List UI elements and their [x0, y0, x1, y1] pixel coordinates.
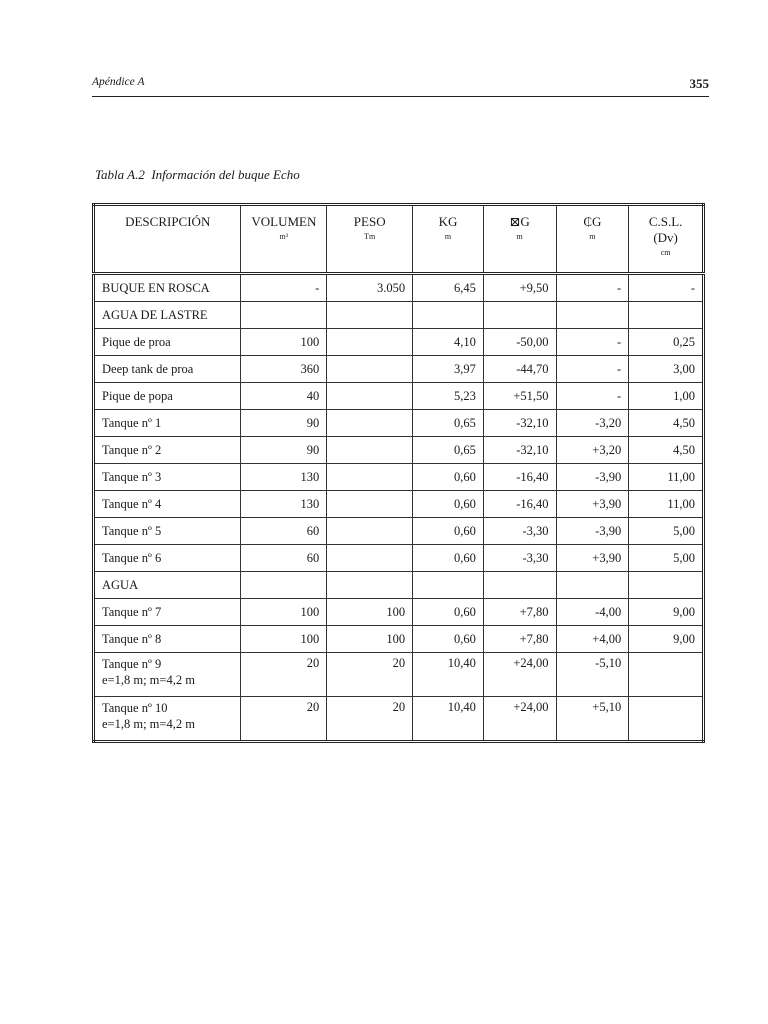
cell-xg [483, 302, 556, 329]
col-header-label: ₵G [583, 214, 602, 229]
cell-yg: +5,10 [556, 697, 629, 742]
cell-xg: -50,00 [483, 329, 556, 356]
cell-yg [556, 302, 629, 329]
cell-peso: 3.050 [327, 274, 413, 302]
cell-yg: +4,00 [556, 626, 629, 653]
cell-descripcion [94, 464, 241, 491]
cell-text: Deep tank de proa [102, 361, 194, 376]
cell-yg: -3,90 [556, 464, 629, 491]
cell-text: Tanque nº 9 [102, 657, 162, 671]
cell-yg: +3,90 [556, 545, 629, 572]
table-row [94, 274, 704, 302]
cell-text: AGUA DE LASTRE [102, 307, 208, 322]
cell-xg: +24,00 [483, 653, 556, 697]
table-row [94, 437, 704, 464]
table-row [94, 572, 704, 599]
cell-kg [413, 572, 484, 599]
cell-descripcion [94, 697, 241, 742]
col-header-descripcion [94, 205, 241, 274]
cell-volumen: 100 [241, 599, 327, 626]
table-row [94, 302, 704, 329]
cell-csl [629, 653, 704, 697]
cell-descripcion [94, 383, 241, 410]
cell-yg: -3,20 [556, 410, 629, 437]
cell-text: e=1,8 m; m=4,2 m [102, 717, 195, 731]
cell-csl: 3,00 [629, 356, 704, 383]
cell-csl: 5,00 [629, 545, 704, 572]
cell-peso [327, 437, 413, 464]
cell-text: Tanque nº 1 [102, 415, 162, 430]
cell-kg: 3,97 [413, 356, 484, 383]
cell-peso [327, 491, 413, 518]
cell-yg: +3,20 [556, 437, 629, 464]
cell-descripcion [94, 410, 241, 437]
running-head: Apéndice A [92, 76, 145, 88]
page-number: 355 [689, 76, 709, 91]
cell-volumen: 100 [241, 329, 327, 356]
cell-descripcion [94, 274, 241, 302]
col-header-unit: m [516, 232, 523, 241]
cell-csl: 4,50 [629, 410, 704, 437]
cell-peso: 100 [327, 626, 413, 653]
cell-volumen: - [241, 274, 327, 302]
cell-csl [629, 572, 704, 599]
col-header-label: PESO [353, 214, 386, 229]
table-row [94, 653, 704, 697]
cell-volumen [241, 572, 327, 599]
table-row [94, 518, 704, 545]
cell-peso [327, 383, 413, 410]
cell-text: Tanque nº 4 [102, 496, 162, 511]
col-header-xg [483, 205, 556, 274]
cell-volumen [241, 302, 327, 329]
cell-kg: 0,65 [413, 410, 484, 437]
table-caption: Tabla A.2 Información del buque Echo [95, 167, 300, 182]
cell-kg: 0,60 [413, 599, 484, 626]
cell-text: Pique de proa [102, 334, 171, 349]
cell-volumen: 20 [241, 697, 327, 742]
cell-text: Tanque nº 5 [102, 523, 162, 538]
cell-yg: - [556, 383, 629, 410]
col-header-label: ⊠G [509, 214, 530, 229]
cell-peso [327, 302, 413, 329]
cell-csl: 4,50 [629, 437, 704, 464]
cell-text: AGUA [102, 577, 139, 592]
cell-volumen: 20 [241, 653, 327, 697]
cell-volumen: 40 [241, 383, 327, 410]
cell-text: Tanque nº 8 [102, 631, 162, 646]
cell-descripcion [94, 356, 241, 383]
cell-descripcion [94, 545, 241, 572]
cell-csl: 5,00 [629, 518, 704, 545]
col-header-yg [556, 205, 629, 274]
table-row [94, 383, 704, 410]
table-row [94, 491, 704, 518]
cell-volumen: 130 [241, 491, 327, 518]
cell-peso [327, 545, 413, 572]
col-header-label: VOLUMEN [251, 214, 317, 229]
cell-text: Tanque nº 10 [102, 701, 168, 715]
cell-descripcion [94, 437, 241, 464]
col-header-label: DESCRIPCIÓN [125, 214, 211, 229]
cell-volumen: 90 [241, 437, 327, 464]
cell-descripcion [94, 491, 241, 518]
cell-volumen: 60 [241, 545, 327, 572]
col-header-label: KG [438, 214, 458, 229]
cell-yg: -3,90 [556, 518, 629, 545]
cell-xg: -3,30 [483, 518, 556, 545]
col-header-kg [413, 205, 484, 274]
cell-csl: 0,25 [629, 329, 704, 356]
cell-descripcion [94, 518, 241, 545]
cell-text: Tanque nº 7 [102, 604, 162, 619]
cell-csl: 9,00 [629, 599, 704, 626]
cell-kg: 0,60 [413, 464, 484, 491]
cell-kg: 10,40 [413, 653, 484, 697]
cell-descripcion [94, 329, 241, 356]
cell-csl: 1,00 [629, 383, 704, 410]
col-header-unit: m [444, 232, 452, 241]
cell-yg: -4,00 [556, 599, 629, 626]
cell-text: Tanque nº 6 [102, 550, 162, 565]
cell-yg: -5,10 [556, 653, 629, 697]
table-row [94, 464, 704, 491]
cell-text: BUQUE EN ROSCA [102, 280, 210, 295]
col-header-unit: m³ [279, 232, 289, 241]
table-row [94, 329, 704, 356]
cell-xg: +51,50 [483, 383, 556, 410]
cell-volumen: 100 [241, 626, 327, 653]
cell-peso [327, 572, 413, 599]
cell-yg: - [556, 356, 629, 383]
cell-xg: -16,40 [483, 491, 556, 518]
cell-peso: 100 [327, 599, 413, 626]
cell-peso [327, 518, 413, 545]
cell-xg: -32,10 [483, 410, 556, 437]
cell-csl: 9,00 [629, 626, 704, 653]
col-header-unit: m [589, 232, 596, 241]
table-row [94, 626, 704, 653]
cell-xg: -3,30 [483, 545, 556, 572]
cell-peso: 20 [327, 697, 413, 742]
col-header-csl [629, 205, 704, 274]
cell-volumen: 90 [241, 410, 327, 437]
cell-text: e=1,8 m; m=4,2 m [102, 673, 195, 687]
cell-yg: +3,90 [556, 491, 629, 518]
cell-kg: 0,60 [413, 518, 484, 545]
cell-kg: 0,60 [413, 491, 484, 518]
cell-xg [483, 572, 556, 599]
cell-volumen: 60 [241, 518, 327, 545]
table-row [94, 356, 704, 383]
cell-kg: 0,60 [413, 626, 484, 653]
cell-csl: 11,00 [629, 464, 704, 491]
cell-volumen: 360 [241, 356, 327, 383]
table-row [94, 697, 704, 742]
cell-descripcion [94, 653, 241, 697]
cell-descripcion [94, 572, 241, 599]
table-row [94, 410, 704, 437]
cell-peso: 20 [327, 653, 413, 697]
cell-xg: -44,70 [483, 356, 556, 383]
cell-yg: - [556, 329, 629, 356]
cell-descripcion [94, 626, 241, 653]
cell-yg [556, 572, 629, 599]
cell-peso [327, 356, 413, 383]
cell-xg: +7,80 [483, 626, 556, 653]
cell-text: Tanque nº 2 [102, 442, 162, 457]
cell-xg: +9,50 [483, 274, 556, 302]
cell-yg: - [556, 274, 629, 302]
cell-descripcion [94, 599, 241, 626]
cell-descripcion [94, 302, 241, 329]
cell-csl [629, 697, 704, 742]
cell-kg [413, 302, 484, 329]
header-row [94, 205, 704, 274]
cell-kg: 4,10 [413, 329, 484, 356]
cell-kg: 0,60 [413, 545, 484, 572]
table-body [94, 274, 704, 742]
page-header [92, 76, 709, 97]
cell-xg: +7,80 [483, 599, 556, 626]
cell-kg: 5,23 [413, 383, 484, 410]
col-header-peso [327, 205, 413, 274]
cell-kg: 0,65 [413, 437, 484, 464]
cell-xg: +24,00 [483, 697, 556, 742]
cell-peso [327, 410, 413, 437]
col-header-label: (Dv) [653, 230, 678, 245]
cell-peso [327, 464, 413, 491]
table-row [94, 545, 704, 572]
ship-info-table [92, 203, 705, 743]
cell-peso [327, 329, 413, 356]
table-row [94, 599, 704, 626]
col-header-label: C.S.L. [648, 214, 683, 229]
col-header-volumen [241, 205, 327, 274]
cell-xg: -32,10 [483, 437, 556, 464]
cell-xg: -16,40 [483, 464, 556, 491]
cell-kg: 10,40 [413, 697, 484, 742]
cell-volumen: 130 [241, 464, 327, 491]
table-header [94, 205, 704, 274]
cell-text: Pique de popa [102, 388, 173, 403]
col-header-unit: cm [660, 248, 671, 257]
cell-csl: 11,00 [629, 491, 704, 518]
cell-csl [629, 302, 704, 329]
cell-kg: 6,45 [413, 274, 484, 302]
cell-csl: - [629, 274, 704, 302]
cell-text: Tanque nº 3 [102, 469, 162, 484]
col-header-unit: Tm [364, 232, 376, 241]
